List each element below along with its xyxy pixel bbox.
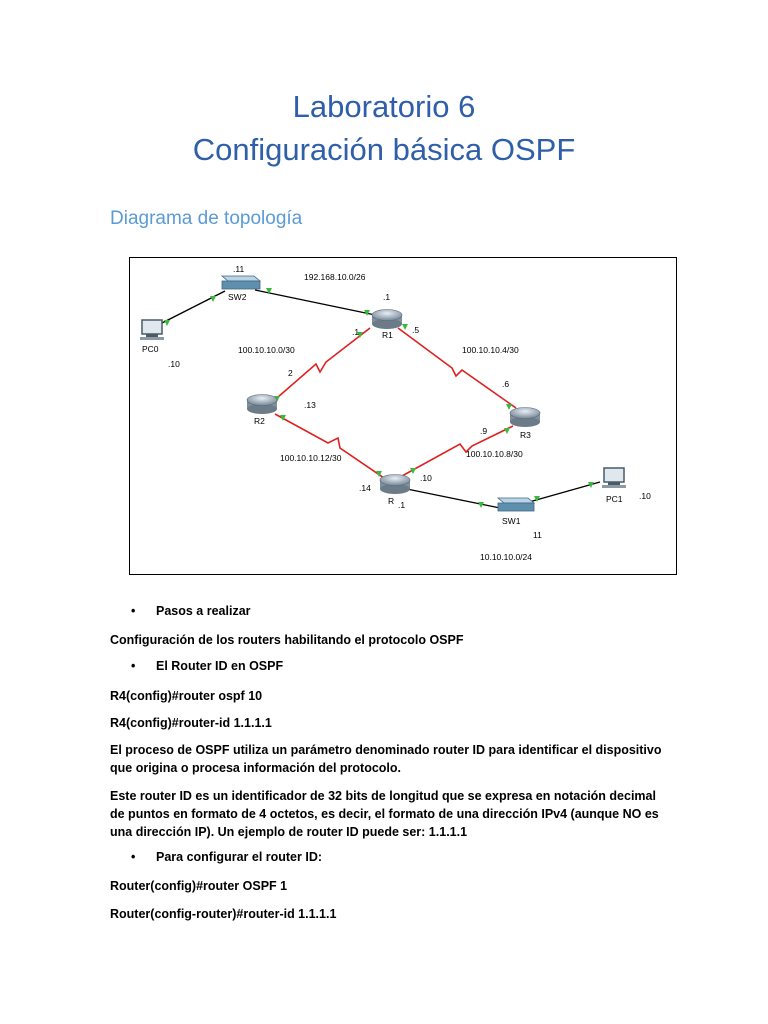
r3-router-icon[interactable] bbox=[510, 408, 540, 428]
net-r2-r-label: 100.10.10.12/30 bbox=[280, 453, 342, 463]
sw2-label: SW2 bbox=[228, 292, 247, 302]
pc0-icon[interactable] bbox=[140, 320, 164, 340]
command-line-2: R4(config)#router-id 1.1.1.1 bbox=[110, 716, 272, 730]
command-line-4: Router(config-router)#router-id 1.1.1.1 bbox=[110, 907, 337, 921]
r1-left-ip-label: .1 bbox=[352, 327, 360, 337]
r2-label: R2 bbox=[254, 416, 265, 426]
topology-svg bbox=[130, 258, 676, 574]
link-pc0-sw2 bbox=[160, 291, 225, 324]
page-title-line2: Configuración básica OSPF bbox=[192, 132, 576, 167]
bullet-configure-router-id: • Para configurar el router ID: bbox=[131, 850, 323, 864]
net-top-label: 192.168.10.0/26 bbox=[304, 272, 366, 282]
command-line-3: Router(config)#router OSPF 1 bbox=[110, 879, 288, 893]
pc1-icon[interactable] bbox=[602, 468, 626, 488]
r1-label: R1 bbox=[382, 330, 393, 340]
r3-up-ip-label: .6 bbox=[502, 379, 510, 389]
r2-router-icon[interactable] bbox=[247, 395, 277, 415]
r-router-icon[interactable] bbox=[380, 475, 410, 495]
paragraph-router-id-format: Este router ID es un identificador de 32 bits de longitud que se expresa en notación decimal de puntos en formato de 4 octetos, es decir, el formato de una dirección IPv4 (aunque NO es una dirección IP). Un ejemplo de router ID puede ser: 1.1.1.1 bbox=[110, 789, 659, 839]
page-title-line1: Laboratorio 6 bbox=[292, 89, 476, 124]
link-r2-r bbox=[275, 414, 384, 478]
link-r-sw1 bbox=[402, 488, 500, 508]
bullet-pasos: • Pasos a realizar bbox=[131, 604, 251, 618]
r-bottom-ip-label: .1 bbox=[398, 500, 406, 510]
pc0-label: PC0 bbox=[142, 344, 159, 354]
paragraph-config-routers: Configuración de los routers habilitando el protocolo OSPF bbox=[110, 633, 464, 647]
r2-right-ip-label: .13 bbox=[304, 400, 316, 410]
command-line-1: R4(config)#router ospf 10 bbox=[110, 689, 263, 703]
link-r1-r2 bbox=[270, 328, 370, 404]
sw1-icon[interactable] bbox=[498, 498, 534, 511]
net-r1-r2-label: 100.10.10.0/30 bbox=[238, 345, 295, 355]
bullet-router-id: • El Router ID en OSPF bbox=[131, 659, 284, 673]
topology-diagram bbox=[129, 257, 677, 575]
link-sw1-pc1 bbox=[522, 482, 600, 504]
net-bottom-label: 10.10.10.0/24 bbox=[480, 552, 532, 562]
sw2-icon[interactable] bbox=[222, 276, 260, 289]
net-r3-r-label: 100.10.10.8/30 bbox=[466, 449, 523, 459]
pc0-ip-label: .10 bbox=[168, 359, 180, 369]
link-sw2-r1 bbox=[255, 290, 380, 316]
r-left-ip-label: .14 bbox=[359, 483, 371, 493]
sw1-ip-label: 11 bbox=[533, 530, 542, 540]
r2-up-ip-label: 2 bbox=[288, 368, 293, 378]
r-label: R bbox=[388, 496, 395, 506]
pc1-ip-label: .10 bbox=[639, 491, 651, 501]
pc1-label: PC1 bbox=[606, 494, 623, 504]
r3-label: R3 bbox=[520, 430, 531, 440]
sw1-label: SW1 bbox=[502, 516, 521, 526]
net-r1-r3-label: 100.10.10.4/30 bbox=[462, 345, 519, 355]
r1-top-ip-label: .1 bbox=[383, 292, 391, 302]
r1-router-icon[interactable] bbox=[372, 310, 402, 330]
link-r1-r3 bbox=[398, 328, 516, 408]
r3-down-ip-label: .9 bbox=[480, 426, 488, 436]
r1-right-ip-label: .5 bbox=[412, 325, 420, 335]
sw2-ip-label: .11 bbox=[233, 264, 245, 274]
r-right-ip-label: .10 bbox=[420, 473, 432, 483]
paragraph-ospf-process: El proceso de OSPF utiliza un parámetro denominado router ID para identificar el dispositivo que origina o procesa información del protocolo. bbox=[110, 743, 662, 775]
section-heading: Diagrama de topología bbox=[110, 208, 303, 229]
